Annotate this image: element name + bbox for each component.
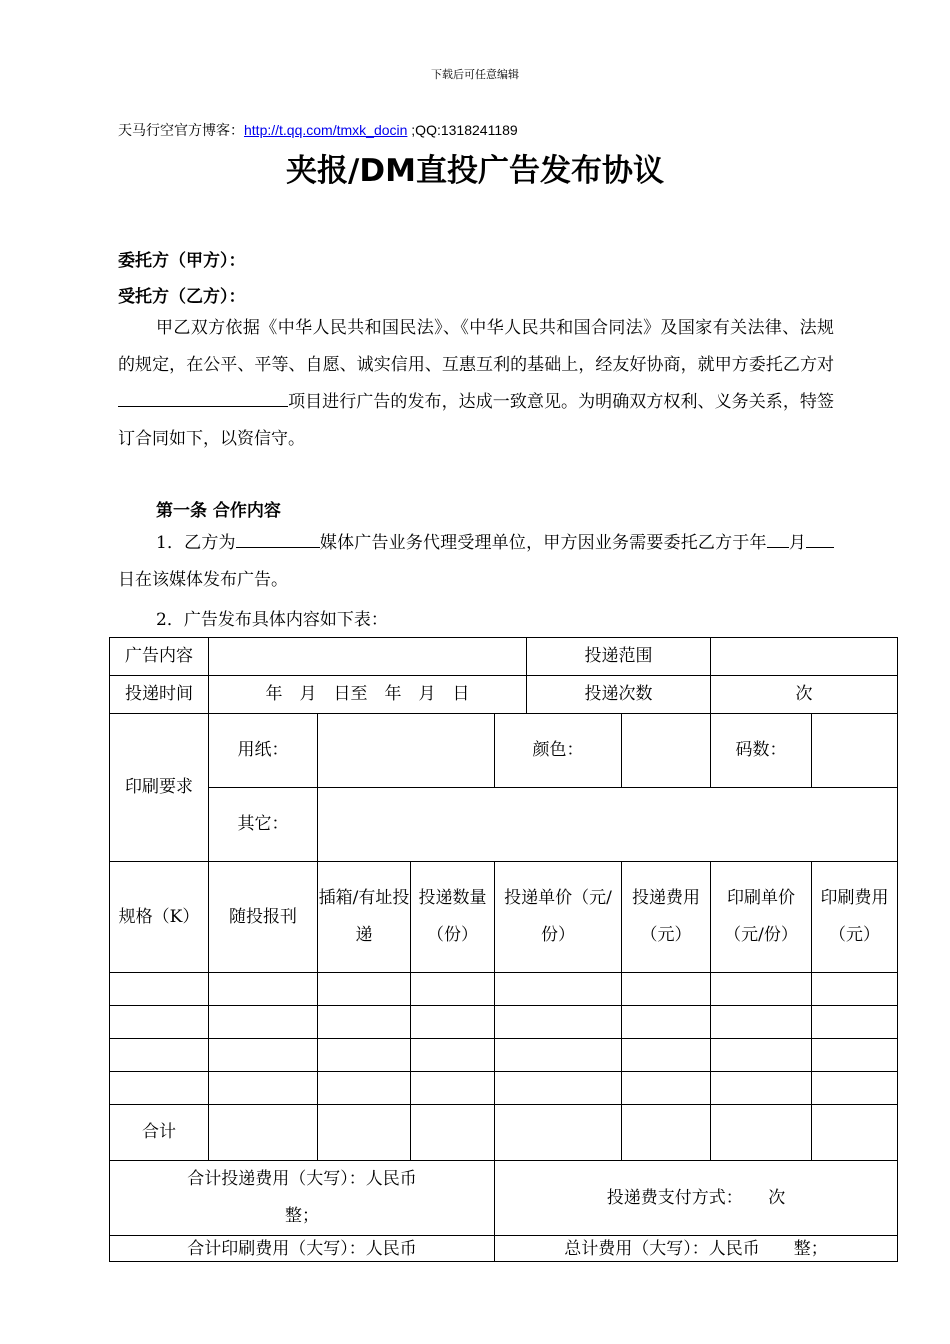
table-row — [110, 973, 898, 1006]
blog-link[interactable]: http://t.qq.com/tmxk_docin — [244, 122, 408, 138]
intro-text-1: 甲乙双方依据《中华人民共和国民法》、《中华人民共和国合同法》及国家有关法律、法规的规定，在公平、平等、自愿、诚实信用、互惠互利的基础上，经友好协商，就甲方委托乙方对 — [118, 318, 834, 375]
delivery-count-value[interactable]: 次 — [711, 676, 898, 714]
table-row — [110, 1039, 898, 1072]
month-blank[interactable] — [767, 530, 789, 548]
delivery-time-value[interactable]: 年 月 日至 年 月 日 — [209, 676, 527, 714]
item-2-text: 2．广告发布具体内容如下表： — [156, 610, 388, 630]
paper-label: 用纸： — [209, 714, 318, 788]
item-1-paragraph — [118, 525, 834, 599]
media-blank[interactable] — [236, 530, 320, 548]
paper-value[interactable] — [318, 714, 495, 788]
col-newspaper: 随投报刊 — [209, 862, 318, 973]
grand-total-caps[interactable]: 总计费用（大写）：人民币 整； — [495, 1236, 898, 1262]
col-method: 插箱/有址投递 — [318, 862, 411, 973]
code-count-value[interactable] — [812, 714, 898, 788]
code-count-label: 码数： — [711, 714, 812, 788]
col-delivery-unit-price: 投递单价（元/份） — [495, 862, 622, 973]
month-label: 月 — [788, 533, 807, 553]
qq-number: ;QQ:1318241189 — [407, 122, 518, 138]
ad-content-table — [109, 637, 898, 1262]
item-1-text-b: 媒体广告业务代理受理单位，甲方因业务需要委托乙方于 — [319, 533, 750, 553]
day-blank[interactable] — [806, 530, 834, 548]
print-total-caps[interactable]: 合计印刷费用（大写）：人民币 — [110, 1236, 495, 1262]
col-delivery-fee: 投递费用（元） — [622, 862, 711, 973]
delivery-range-label: 投递范围 — [527, 638, 711, 676]
intro-text-2: 项目进行广告的发布，达成一致意见。为明确双方权利、义务关系，特签订合同如下，以资信守。 — [118, 392, 834, 449]
print-req-label: 印刷要求 — [110, 714, 209, 862]
color-label: 颜色： — [495, 714, 622, 788]
day-label: 日在该媒体发布广告。 — [118, 570, 288, 590]
col-quantity: 投递数量（份） — [411, 862, 495, 973]
page-header-note: 下载后可任意编辑 — [431, 68, 519, 81]
total-label: 合计 — [110, 1105, 209, 1161]
year-label: 年 — [749, 533, 767, 553]
blog-prefix: 天马行空官方博客： — [118, 122, 244, 138]
intro-paragraph — [118, 310, 834, 458]
delivery-count-label: 投递次数 — [527, 676, 711, 714]
payment-method[interactable]: 投递费支付方式： 次 — [495, 1161, 898, 1236]
project-blank[interactable] — [118, 389, 288, 407]
party-b-label: 受托方（乙方）： — [118, 287, 246, 307]
other-label: 其它： — [209, 788, 318, 862]
delivery-total-caps[interactable]: 合计投递费用（大写）：人民币 整； — [110, 1161, 495, 1236]
ad-content-label: 广告内容 — [110, 638, 209, 676]
delivery-time-label: 投递时间 — [110, 676, 209, 714]
item-1-text-a: 1．乙方为 — [156, 533, 236, 553]
other-value[interactable] — [318, 788, 898, 862]
color-value[interactable] — [622, 714, 711, 788]
table-row — [110, 1072, 898, 1105]
col-spec: 规格（K） — [110, 862, 209, 973]
col-print-unit-price: 印刷单价（元/份） — [711, 862, 812, 973]
document-title: 夹报/DM直投广告发布协议 — [286, 153, 664, 189]
ad-content-value[interactable] — [209, 638, 527, 676]
article-1-title: 第一条 合作内容 — [156, 501, 281, 521]
delivery-range-value[interactable] — [711, 638, 898, 676]
party-a-label: 委托方（甲方）： — [118, 251, 246, 271]
col-print-fee: 印刷费用（元） — [812, 862, 898, 973]
blog-line — [118, 120, 518, 140]
table-row — [110, 1006, 898, 1039]
